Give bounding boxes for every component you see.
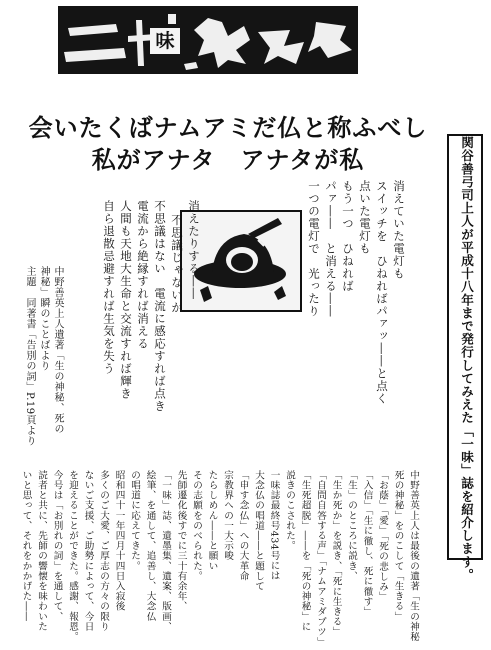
headline-line-2: 私がアナタ アナタが私: [91, 146, 365, 174]
article-line: 昭和四十一年四月十四日入寂後: [113, 470, 125, 612]
article-line: たらしめん――と願い: [206, 470, 218, 571]
article-line: いと思って、それをかかげた――: [20, 470, 32, 622]
poem-line: 不思議じゃないか: [170, 214, 184, 314]
banner-center-character: 味: [150, 28, 180, 54]
article-line: 絵筆、を通して、追善し、大念仏: [144, 470, 156, 622]
poem-right-group: [305, 180, 407, 405]
article-line: 多くのご大愛、ご厚志の方々の限り: [98, 470, 109, 632]
article-line: 「お蔭」「愛」「死の悲しみ」: [377, 470, 388, 602]
article-line: の唱道に応えてきた。: [129, 470, 140, 571]
article-line: 読者と共に、先師の響懐を味わいた: [36, 470, 47, 632]
banner-woodcut-art: [58, 6, 358, 74]
poem-line: 点いた電灯も: [358, 180, 372, 255]
article-line: 「生」のところに説き、: [346, 470, 357, 582]
poem-line: 自ら退散忌避すれば生気を失う: [102, 200, 116, 375]
article-line: 大念仏の唱道――と題して: [253, 470, 264, 592]
poem-line: 消えていた電灯も: [392, 180, 406, 280]
source-note: 主題 同著書「告別の詞」P.19頁より: [24, 266, 35, 447]
article-line: 死の神秘」をのこして「生きる」: [392, 470, 404, 622]
source-note: 中野善英上人遺著「生の神秘、死の: [52, 266, 63, 434]
article-line: 宗教界への一大示唆: [222, 470, 233, 561]
article-line: 「自問自答する声」「ナムアミダブツ」: [315, 470, 326, 647]
poem-line: もう一つ ひねれば: [341, 180, 355, 293]
article-line: を迎えることができた。感謝、報恩。: [67, 470, 78, 642]
article-line: 「生死超脱」――を「死の神秘」に: [299, 470, 311, 632]
article-line: 「入信」「生に徹し、死に徹す」: [361, 470, 373, 617]
article-line: 「一味」誌、遺墨集、遺案、版画、: [160, 470, 171, 632]
poem-line: 消えたりする――: [187, 200, 201, 300]
poem-line: 不思議はない 電流に感応すれば点き: [153, 200, 167, 413]
article-line: その志願をのべられた。: [191, 470, 202, 582]
intro-sidebar-box: 関谷善弓司上人が平成十八年まで発行してみえた「一味」誌を紹介します。: [447, 134, 483, 560]
article-line: 中野善英上人は最後の遺著「生の神秘: [408, 470, 419, 642]
article-line: 先師遷化後すでに三十有余年、: [175, 470, 187, 612]
headline: [28, 112, 428, 176]
woodcut-title-banner: [58, 6, 358, 74]
article-line: ないご支援、ご助勢によって、今日: [82, 470, 94, 632]
article-line: 今号は「お別れの詞」を通して、: [51, 470, 63, 622]
article-line: 「生か死か」を説き、「死に生きる」: [330, 470, 342, 637]
poem-line: 一つの電灯で 光ったり: [307, 180, 321, 318]
article-line: 「申す念仏」への大革命: [237, 470, 249, 582]
poem-line: パァ―― と消える――: [324, 180, 338, 318]
poem-line: 人間も天地大生命と交流すれば輝き: [119, 200, 133, 400]
poem-line: 電流から絶縁すれば消える: [136, 200, 150, 350]
source-note: 神秘」瞬のことばより: [38, 266, 49, 371]
poem-left-group: [100, 200, 202, 413]
article-line: 一味誌最終号434号には: [268, 470, 280, 581]
headline-line-1: 会いたくばナムアミだ仏と称ふべし: [28, 114, 428, 142]
poem-source-notes: [22, 266, 64, 447]
article-body: [18, 470, 421, 647]
poem-line: スイッチを ひねればパァッ――と点く: [375, 180, 389, 405]
article-line: 説きのこされた。: [284, 470, 295, 551]
